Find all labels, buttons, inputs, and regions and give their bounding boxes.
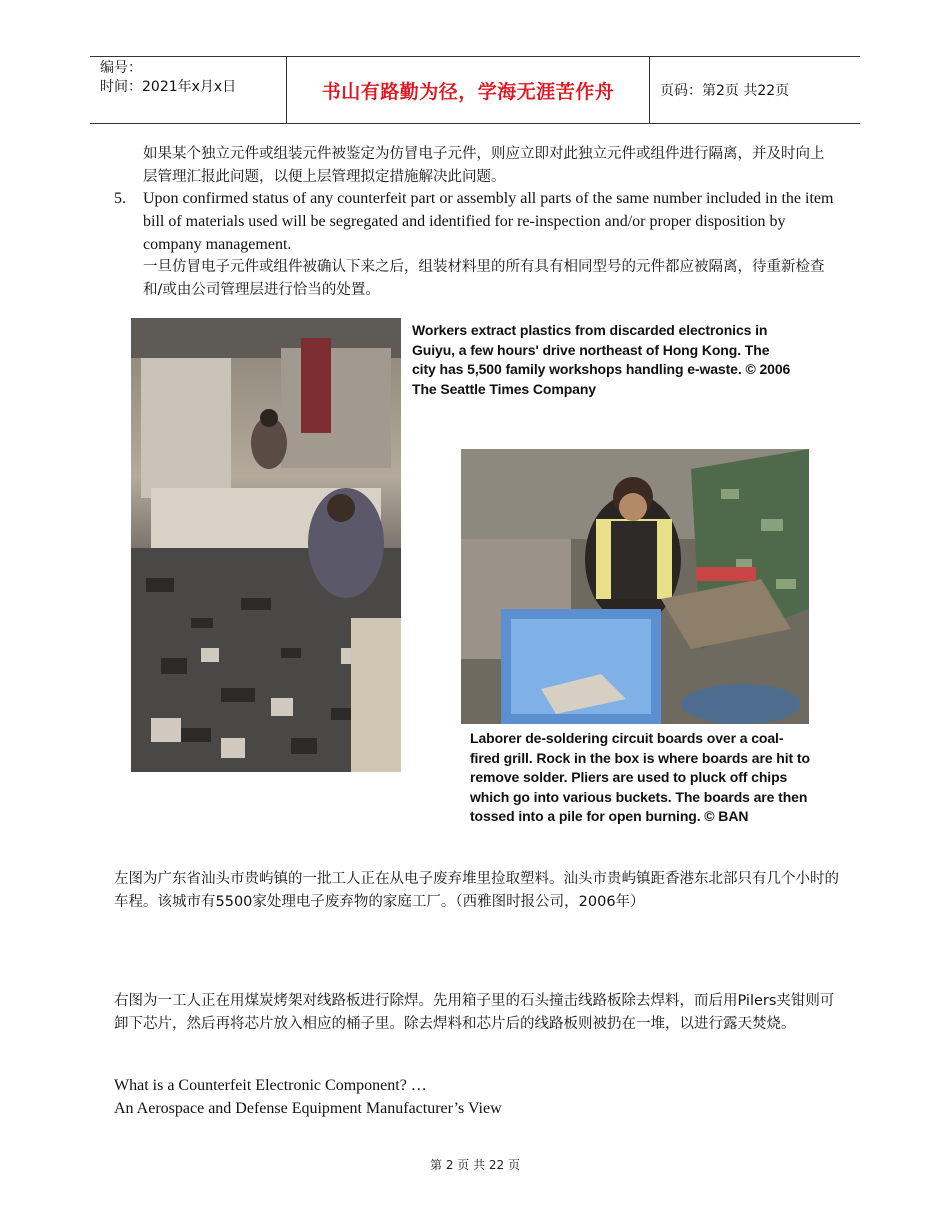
- photo-caption-bottom: Laborer de-soldering circuit boards over a coal-fired grill. Rock in the box is where boards are hit to remove solder. Pliers are used to pluck off chips which go into various buckets. The boards are then tossed into a pile for open burning. © BAN: [470, 730, 810, 824]
- intro-paragraph-cn: 如果某个独立元件或组装元件被鉴定为仿冒电子元件，则应立即对此独立元件或组件进行隔离，并及时向上层管理汇报此问题，以便上层管理拟定措施解决此问题。: [143, 146, 825, 185]
- header-page-info: 页码：第2页 共22页: [660, 83, 790, 99]
- header-meta: [90, 57, 286, 123]
- item-number: 5.: [114, 190, 126, 207]
- photo-caption-top: Workers extract plastics from discarded electronics in Guiyu, a few hours' drive northeast of Hong Kong. The city has 5,500 family workshops handling e-waste. © 2006 The Seattle Times Company: [412, 322, 791, 397]
- page-header-table: [90, 56, 860, 124]
- document-number-label: 编号：: [100, 60, 142, 76]
- closing-title-line2: An Aerospace and Defense Equipment Manufacturer’s View: [114, 1100, 502, 1117]
- paragraph-right-photo-description: 右图为一工人正在用煤炭烤架对线路板进行除焊。先用箱子里的石头撞击线路板除去焊料，而后用Pilers夹钳则可卸下芯片，然后再将芯片放入相应的桶子里。除去焊料和芯片后的线路板则被扔在一堆，以进行露天焚烧。: [114, 993, 835, 1032]
- photo-workers-extracting-plastics: [131, 318, 401, 772]
- header-motto: 书山有路勤为径，学海无涯苦作舟: [286, 57, 650, 123]
- document-time-label: 时间：2021年x月x日: [100, 79, 237, 95]
- item-paragraph-cn: 一旦仿冒电子元件或组件被确认下来之后，组装材料里的所有具有相同型号的元件都应被隔离，待重新检查和/或由公司管理层进行恰当的处置。: [143, 259, 825, 298]
- paragraph-left-photo-description: 左图为广东省汕头市贵屿镇的一批工人正在从电子废弃堆里捡取塑料。汕头市贵屿镇距香港东北部只有几个小时的车程。该城市有5500家处理电子废弃物的家庭工厂。（西雅图时报公司，2006年）: [114, 871, 839, 910]
- photo-laborer-desoldering-boards: [461, 449, 809, 724]
- page-footer: 第 2 页 共 22 页: [430, 1158, 520, 1172]
- item-paragraph-en: Upon confirmed status of any counterfeit part or assembly all parts of the same number included in the item bill of materials used will be segregated and identified for re-inspection and/or proper disposition by company management.: [143, 190, 834, 253]
- closing-title-line1: What is a Counterfeit Electronic Component? …: [114, 1077, 427, 1094]
